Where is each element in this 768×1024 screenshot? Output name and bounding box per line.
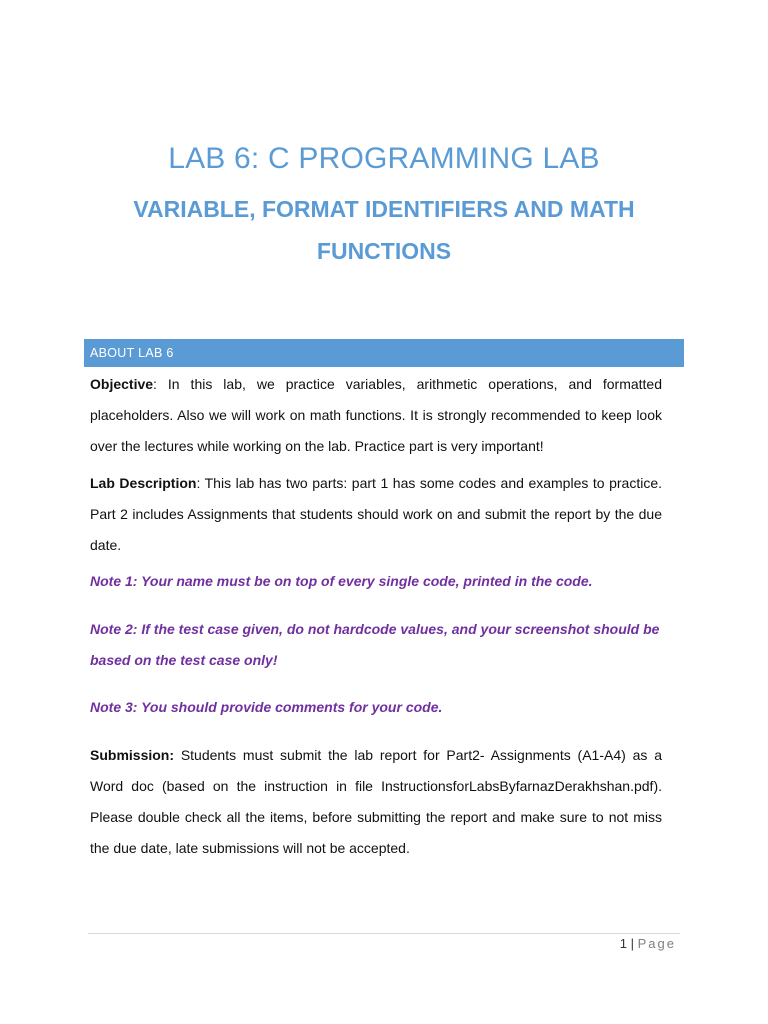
footer-separator: | [627, 936, 638, 951]
section-heading: ABOUT LAB 6 [84, 339, 684, 367]
objective-label: Objective [90, 376, 154, 392]
footer-page-word: Page [637, 936, 676, 951]
description-text: : This lab has two parts: part 1 has some codes and examples to practice. Part 2 includes Assignments that students should work on and submit the report by the due date. [90, 475, 663, 553]
page-number: 1 [619, 936, 628, 951]
submission-paragraph [90, 740, 662, 864]
objective-paragraph [90, 369, 662, 462]
note-1: Note 1: Your name must be on top of every single code, printed in the code. [90, 573, 593, 589]
submission-label: Submission: [90, 747, 175, 763]
note-3: Note 3: You should provide comments for your code. [90, 699, 443, 715]
page-subtitle: VARIABLE, FORMAT IDENTIFIERS AND MATH FUNCTIONS [133, 196, 635, 264]
page-footer [620, 936, 676, 951]
description-label: Lab Description [90, 475, 197, 491]
note-2: Note 2: If the test case given, do not hardcode values, and your screenshot should be based on the test case only! [90, 621, 660, 668]
objective-text: : In this lab, we practice variables, arithmetic operations, and formatted placeholders. Also we will work on math functions. It is strongly recommended to keep look over the lectures while working on the lab. Practice part is very important! [90, 376, 662, 454]
description-paragraph [90, 468, 662, 561]
footer-divider [88, 933, 680, 934]
submission-text: Students must submit the lab report for Part2- Assignments (A1-A4) as a Word doc (based on the instruction in file InstructionsforLabsByfarnazDerakhshan.pdf). Please double check all the items, before submitting the report and make sure to not miss the due date, late submissions will not be accepted. [90, 747, 662, 856]
page-title: LAB 6: C PROGRAMMING LAB [168, 142, 600, 175]
